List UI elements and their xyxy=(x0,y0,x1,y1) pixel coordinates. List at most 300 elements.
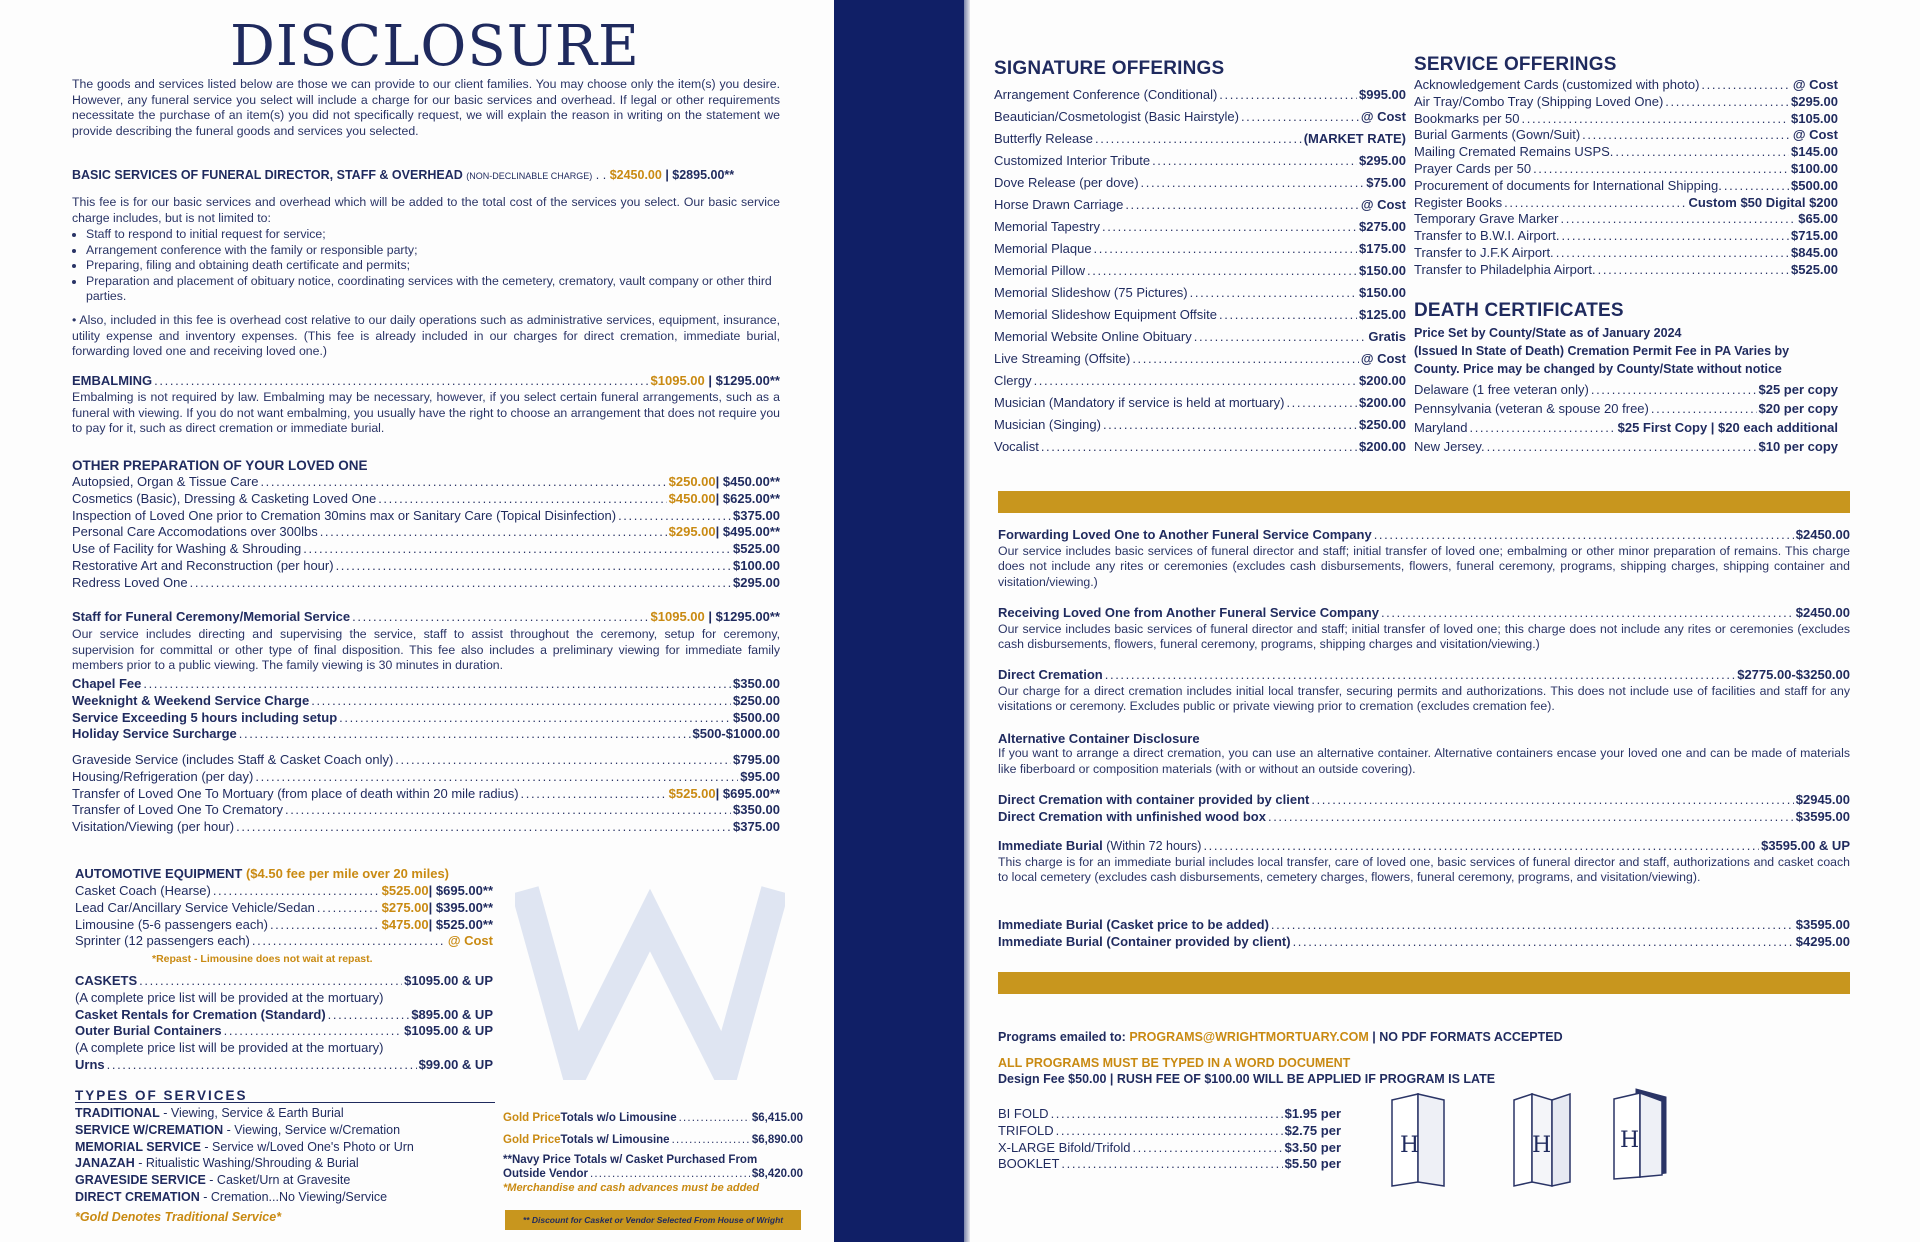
item-label: Acknowledgement Cards (customized with photo) xyxy=(1414,77,1700,92)
price-row xyxy=(72,693,780,710)
price-row xyxy=(72,541,780,558)
service-type-desc: - Ritualistic Washing/Shrouding & Burial xyxy=(134,1156,359,1171)
outer-label: Outer Burial Containers xyxy=(75,1023,222,1039)
item-price: $175.00 xyxy=(1359,241,1406,256)
item-label: Pennsylvania (veteran & spouse 20 free) xyxy=(1414,401,1649,416)
intro-text: The goods and services listed below are those we can provide to our client families. You may choose only the item(s) you desire. However, any funeral service you select will include a charge for our basic services and overhead. If legal or other requirements necessitate the purchase of an item(s) you did not specifically request, we will explain the reason in writing on the statement we provide describing the funeral goods and services you selected. xyxy=(72,77,780,138)
death-cert-heading: DEATH CERTIFICATES xyxy=(1414,300,1624,321)
service-type-desc: - Cremation...No Viewing/Service xyxy=(199,1189,388,1204)
left-page xyxy=(0,0,834,1242)
price-row xyxy=(75,883,493,900)
service-type-name: DIRECT CREMATION xyxy=(75,1189,200,1204)
item-price: $200.00 xyxy=(1359,395,1406,410)
item-label: New Jersey. xyxy=(1414,439,1485,454)
page-title: DISCLOSURE xyxy=(230,14,640,79)
item-price: $95.00 xyxy=(740,768,780,784)
item-label: Service Exceeding 5 hours including setup xyxy=(72,709,338,725)
item-label: Housing/Refrigeration (per day) xyxy=(72,768,254,784)
item-label: Memorial Slideshow Equipment Offsite xyxy=(994,307,1218,322)
item-gold-price: $450.00 xyxy=(668,490,716,506)
item-price: $295.00 xyxy=(733,574,780,590)
signature-row xyxy=(994,370,1406,392)
item-price: $250.00 xyxy=(733,692,780,708)
totals-list xyxy=(503,1107,803,1151)
total-val: $6,415.00 xyxy=(751,1112,803,1124)
dcc-label: Direct Cremation with container provided by client xyxy=(998,792,1310,807)
service-type xyxy=(75,1172,515,1189)
item-label: Cosmetics (Basic), Dressing & Casketing Loved One xyxy=(72,490,377,506)
item-price: (MARKET RATE) xyxy=(1303,131,1406,146)
service-row xyxy=(1414,195,1838,212)
fwd-val: $2450.00 xyxy=(1795,527,1850,542)
caskets-val: $1095.00 & UP xyxy=(404,973,493,988)
staff-label: Staff for Funeral Ceremony/Memorial Service xyxy=(72,609,351,624)
basic-bullet: • Preparing, filing and obtaining death certificate and permits; xyxy=(86,258,780,274)
programs-email-row xyxy=(998,1030,1850,1044)
item-label: Delaware (1 free veteran only) xyxy=(1414,382,1589,397)
item-price: $2.75 per xyxy=(1284,1122,1341,1138)
item-label: Beautician/Cosmetologist (Basic Hairstyle) xyxy=(994,109,1239,124)
ib2-label: Immediate Burial (Casket price to be added) xyxy=(998,917,1269,932)
service-type xyxy=(75,1189,515,1206)
price-row xyxy=(72,474,780,491)
item-label: Transfer of Loved One To Mortuary (from place of death within 20 mile radius) xyxy=(72,785,519,801)
ib-note: (Within 72 hours) xyxy=(1106,839,1202,853)
death-cert-list xyxy=(1414,380,1838,456)
death-cert-row xyxy=(1414,418,1838,437)
death-cert-row xyxy=(1414,437,1838,456)
service-type-name: MEMORIAL SERVICE xyxy=(75,1139,201,1154)
svg-text:H: H xyxy=(1620,1128,1640,1153)
service-type xyxy=(75,1155,515,1172)
discount-banner: ** Discount for Casket or Vendor Selected From House of Wright xyxy=(505,1210,801,1230)
signature-row xyxy=(994,128,1406,150)
basic-services-also: • Also, included in this fee is overhead cost relative to our daily operations such as administrative services, equipment, insurance, utility expense and inventory expenses. (This fee is already included in our charges for direct cremation, immediate burial, forwarding loved one and receiving loved one.) xyxy=(72,313,780,359)
basic-services-gold: $2450.00 xyxy=(609,168,662,182)
dc-note-3: County. Price may be changed by County/State without notice xyxy=(1414,362,1782,376)
ib3-val: $4295.00 xyxy=(1795,933,1850,949)
total-row xyxy=(503,1129,803,1151)
item-price: $105.00 xyxy=(1791,110,1838,126)
item-price: | $695.00** xyxy=(428,883,493,898)
rental-label: Casket Rentals for Cremation (Standard) xyxy=(75,1006,326,1022)
programs-fee-note: Design Fee $50.00 | RUSH FEE OF $100.00 WILL BE APPLIED IF PROGRAM IS LATE xyxy=(998,1072,1496,1086)
immediate-burial-options xyxy=(998,917,1850,951)
service-type-name: SERVICE W/CREMATION xyxy=(75,1122,224,1137)
item-label: Graveside Service (includes Staff & Casket Coach only) xyxy=(72,752,394,767)
basic-services-navy: | $2895.00** xyxy=(665,168,735,182)
service-type xyxy=(75,1139,515,1156)
item-label: X-LARGE Bifold/Trifold xyxy=(998,1139,1131,1155)
signature-row xyxy=(994,106,1406,128)
direct-cremation-block xyxy=(998,667,1850,715)
item-price: $795.00 xyxy=(733,752,780,767)
service-type xyxy=(75,1122,515,1139)
item-price: $500-$1000.00 xyxy=(692,726,780,742)
auto-heading-row xyxy=(75,866,495,881)
item-gold-price: $475.00 xyxy=(381,916,429,932)
fwd-desc: Our service includes basic services of funeral director and staff; initial transfer of loved one; embalming or other minor preparation of remains. This charge does not include any rites or ceremonies (excludes cash disbursements, flowers, funeral ceremony, programs, shipping charges, shipping container and visitation/viewing.) xyxy=(998,543,1850,589)
item-label: Arrangement Conference (Conditional) xyxy=(994,87,1218,102)
item-price: $100.00 xyxy=(733,557,780,573)
item-price: $150.00 xyxy=(1359,263,1406,278)
service-row xyxy=(1414,111,1838,128)
rcv-label: Receiving Loved One from Another Funeral Service Company xyxy=(998,605,1379,620)
item-label: Memorial Website Online Obituary xyxy=(994,329,1192,344)
immediate-burial-block xyxy=(998,838,1850,886)
caskets-label: CASKETS xyxy=(75,973,138,988)
embalming-label: EMBALMING xyxy=(72,373,153,388)
auto-items xyxy=(75,883,493,950)
service-type-desc: - Service w/Loved One's Photo or Urn xyxy=(200,1139,414,1154)
item-price: $20 per copy xyxy=(1758,401,1838,416)
service-row xyxy=(1414,211,1838,228)
types-heading: TYPES OF SERVICES xyxy=(75,1088,248,1103)
item-label: Clergy xyxy=(994,373,1032,388)
item-price: $350.00 xyxy=(733,802,780,818)
ib-desc: This charge is for an immediate burial includes local transfer, care of loved one, basic services of funeral director and staff, authorizations and casket coach to local cemetery (excludes cash disbursements, cemetery charges, flowers, funeral ceremony, programs, and visitation/viewing). xyxy=(998,854,1850,885)
item-label: Sprinter (12 passengers each) xyxy=(75,933,250,949)
signature-row xyxy=(994,150,1406,172)
item-label: Chapel Fee xyxy=(72,676,142,691)
item-label: Weeknight & Weekend Service Charge xyxy=(72,692,310,708)
signature-row xyxy=(994,282,1406,304)
staff-items xyxy=(72,676,780,743)
item-price: $10 per copy xyxy=(1758,439,1838,454)
basic-services-bullets xyxy=(72,227,780,305)
embalming-navy: | $1295.00** xyxy=(708,373,780,388)
alt-heading: Alternative Container Disclosure xyxy=(998,731,1200,746)
item-price: Gratis xyxy=(1368,329,1406,344)
item-price: $200.00 xyxy=(1359,373,1406,388)
item-label: Personal Care Accomodations over 300lbs xyxy=(72,524,318,540)
service-row xyxy=(1414,127,1838,144)
auto-heading: AUTOMOTIVE EQUIPMENT xyxy=(75,866,243,881)
program-row xyxy=(998,1156,1341,1173)
price-row xyxy=(75,917,493,934)
booklet-icon xyxy=(1610,1085,1670,1181)
item-price: $500.00 xyxy=(733,709,780,725)
signature-row xyxy=(994,414,1406,436)
staff-desc: Our service includes directing and supervising the service, staff to assist throughout the ceremony, setup for ceremony, supervision for committal or other type of final disposition. This fee also includes a preliminary viewing for immediate family members prior to a public viewing. The family viewing is 30 minutes in duration. xyxy=(72,627,780,673)
trifold-icon xyxy=(1510,1088,1574,1188)
dc-note-2: (Issued In State of Death) Cremation Permit Fee in PA Varies by xyxy=(1414,344,1790,358)
dcw-val: $3595.00 xyxy=(1795,808,1850,824)
programs-email: PROGRAMS@WRIGHTMORTUARY.COM xyxy=(1129,1030,1369,1044)
item-label: Horse Drawn Carriage xyxy=(994,197,1124,212)
misc-items xyxy=(72,752,780,836)
item-label: Air Tray/Combo Tray (Shipping Loved One) xyxy=(1414,93,1664,109)
forwarding-block xyxy=(998,527,1850,591)
signature-row xyxy=(994,348,1406,370)
price-row xyxy=(72,575,780,592)
item-price: | $525.00** xyxy=(428,916,493,932)
item-price: $375.00 xyxy=(733,819,780,835)
item-price: $150.00 xyxy=(1359,285,1406,300)
service-row xyxy=(1414,178,1838,195)
rental-val: $895.00 & UP xyxy=(411,1006,493,1022)
price-row xyxy=(75,900,493,917)
item-label: Lead Car/Ancillary Service Vehicle/Sedan xyxy=(75,899,315,915)
price-row xyxy=(72,491,780,508)
alt-desc: If you want to arrange a direct cremation, you can use an alternative container. Alternative containers encase your loved one and can be made of materials like fiberboard or composition materials (with or without an outside covering). xyxy=(998,746,1850,776)
fwd-label: Forwarding Loved One to Another Funeral Service Company xyxy=(998,527,1372,542)
staff-row xyxy=(72,609,780,626)
item-gold-price: $295.00 xyxy=(668,524,716,540)
item-label: Limousine (5-6 passengers each) xyxy=(75,916,268,932)
item-price: | $695.00** xyxy=(715,785,780,801)
price-row xyxy=(75,933,493,950)
outer-val: $1095.00 & UP xyxy=(404,1023,493,1039)
repast-note: *Repast - Limousine does not wait at repast. xyxy=(152,953,373,965)
service-heading: SERVICE OFFERINGS xyxy=(1414,54,1617,75)
item-price: $5.50 per xyxy=(1284,1156,1341,1172)
service-row xyxy=(1414,77,1838,94)
item-label: Musician (Mandatory if service is held at mortuary) xyxy=(994,395,1285,410)
caskets-note: (A complete price list will be provided at the mortuary) xyxy=(75,989,384,1005)
outer-note: (A complete price list will be provided at the mortuary) xyxy=(75,1040,384,1056)
service-type-name: GRAVESIDE SERVICE xyxy=(75,1173,206,1188)
item-label: Redress Loved One xyxy=(72,574,188,590)
item-price: Custom $50 Digital $200 xyxy=(1688,194,1838,210)
item-label: Memorial Pillow xyxy=(994,263,1086,278)
gold-divider-bar-1 xyxy=(998,491,1850,513)
service-type-desc: - Casket/Urn at Gravesite xyxy=(205,1173,351,1188)
item-price: @ Cost xyxy=(1792,127,1838,143)
item-price: | $395.00** xyxy=(428,899,493,915)
service-row xyxy=(1414,144,1838,161)
item-price: @ Cost xyxy=(1360,197,1406,212)
item-price: $1.95 per xyxy=(1284,1106,1341,1121)
item-price: $75.00 xyxy=(1366,175,1406,190)
item-label: Inspection of Loved One prior to Cremation 30mins max or Sanitary Care (Topical Disinfection) xyxy=(72,507,617,523)
staff-navy: | $1295.00** xyxy=(708,609,780,624)
dcw-label: Direct Cremation with unfinished wood box xyxy=(998,808,1266,824)
signature-row xyxy=(994,172,1406,194)
price-row xyxy=(72,726,780,743)
service-type-desc: - Viewing, Service w/Cremation xyxy=(223,1122,401,1137)
types-divider xyxy=(75,1102,495,1103)
program-row xyxy=(998,1140,1341,1157)
urns-label: Urns xyxy=(75,1056,105,1072)
item-label: Dove Release (per dove) xyxy=(994,175,1139,190)
item-label: TRIFOLD xyxy=(998,1122,1054,1138)
price-row xyxy=(72,819,780,836)
basic-bullet: • Arrangement conference with the family or responsible party; xyxy=(86,243,780,259)
item-gold-price: @ Cost xyxy=(447,933,493,949)
service-type-name: JANAZAH xyxy=(75,1156,135,1171)
service-row xyxy=(1414,245,1838,262)
svg-text:H: H xyxy=(1400,1133,1420,1158)
right-page xyxy=(970,0,1920,1242)
item-price: $375.00 xyxy=(733,507,780,523)
basic-services-row: BASIC SERVICES OF FUNERAL DIRECTOR, STAFF & OVERHEAD (NON-DECLINABLE CHARGE) . . $2450.00 | $2895.00** xyxy=(72,168,735,182)
price-row xyxy=(72,524,780,541)
direct-cremation-options xyxy=(998,792,1850,826)
basic-services-desc: This fee is for our basic services and overhead which will be added to the total cost of the services you select. Our basic service charge includes, but is not limited to: xyxy=(72,195,780,225)
item-label: Restorative Art and Reconstruction (per hour) xyxy=(72,557,334,573)
receiving-block xyxy=(998,605,1850,653)
rcv-val: $2450.00 xyxy=(1795,605,1850,620)
item-gold-price: $275.00 xyxy=(381,899,429,915)
item-gold-price: $525.00 xyxy=(668,785,716,801)
signature-row xyxy=(994,304,1406,326)
item-label: BOOKLET xyxy=(998,1156,1060,1172)
ib-val: $3595.00 & UP xyxy=(1761,838,1850,853)
embalming-desc: Embalming is not required by law. Embalming may be necessary, however, if you select certain funeral arrangements, such as a funeral with viewing. If you do not want embalming, you usually have the right to choose an arrangement that does not require you to pay for it, such as direct cremation or immediate burial. xyxy=(72,390,780,436)
ib-label: Immediate Burial xyxy=(998,838,1103,853)
service-row xyxy=(1414,228,1838,245)
price-row xyxy=(72,508,780,525)
service-type xyxy=(75,1105,515,1122)
item-label: Bookmarks per 50 xyxy=(1414,110,1520,126)
item-price: | $625.00** xyxy=(715,490,780,506)
item-label: Memorial Tapestry xyxy=(994,219,1100,234)
types-list xyxy=(75,1105,515,1206)
service-list xyxy=(1414,77,1838,279)
dc-note-1: Price Set by County/State as of January 2024 xyxy=(1414,326,1682,340)
item-label: Burial Garments (Gown/Suit) xyxy=(1414,127,1581,143)
item-label: Vocalist xyxy=(994,439,1039,454)
urns-val: $99.00 & UP xyxy=(418,1056,493,1072)
item-label: Mailing Cremated Remains USPS. xyxy=(1414,144,1614,160)
item-price: $25 First Copy | $20 each additional xyxy=(1617,420,1838,435)
logo-watermark xyxy=(515,880,785,1080)
bifold-icon xyxy=(1386,1090,1448,1188)
signature-row xyxy=(994,84,1406,106)
signature-row xyxy=(994,326,1406,348)
price-row xyxy=(72,710,780,727)
item-label: Live Streaming (Offsite) xyxy=(994,351,1131,366)
service-row xyxy=(1414,94,1838,111)
item-label: Casket Coach (Hearse) xyxy=(75,883,211,898)
item-price: $125.00 xyxy=(1359,307,1406,322)
dcc-val: $2945.00 xyxy=(1795,792,1850,807)
signature-row xyxy=(994,260,1406,282)
price-row xyxy=(72,786,780,803)
death-cert-notes xyxy=(1414,324,1838,378)
item-label: Memorial Slideshow (75 Pictures) xyxy=(994,285,1188,300)
item-label: Transfer to J.F.K Airport. xyxy=(1414,244,1554,260)
signature-row xyxy=(994,194,1406,216)
item-price: $295.00 xyxy=(1791,93,1838,109)
death-cert-row xyxy=(1414,380,1838,399)
item-price: $145.00 xyxy=(1791,144,1838,160)
item-price: @ Cost xyxy=(1792,77,1838,92)
dcr-label: Direct Cremation xyxy=(998,667,1103,682)
signature-row xyxy=(994,238,1406,260)
item-price: $100.00 xyxy=(1791,160,1838,176)
service-row xyxy=(1414,161,1838,178)
item-label: Maryland xyxy=(1414,420,1468,435)
signature-row xyxy=(994,216,1406,238)
item-label: Transfer to B.W.I. Airport. xyxy=(1414,228,1560,244)
total-label: Totals w/ Limousine xyxy=(560,1134,670,1146)
item-price: $845.00 xyxy=(1791,244,1838,260)
signature-list xyxy=(994,84,1406,458)
item-price: $350.00 xyxy=(733,676,780,691)
embalming-gold: $1095.00 xyxy=(650,373,705,388)
other-prep-heading: OTHER PREPARATION OF YOUR LOVED ONE xyxy=(72,458,368,473)
dcr-val: $2775.00-$3250.00 xyxy=(1737,667,1850,682)
basic-services-label: BASIC SERVICES OF FUNERAL DIRECTOR, STAFF & OVERHEAD xyxy=(72,168,463,182)
item-label: Autopsied, Organ & Tissue Care xyxy=(72,474,259,489)
item-gold-price: $250.00 xyxy=(668,474,716,489)
item-label: Procurement of documents for International Shipping. xyxy=(1414,177,1722,193)
item-price: $25 per copy xyxy=(1758,382,1838,397)
item-price: $525.00 xyxy=(1791,261,1838,277)
item-price: $500.00 xyxy=(1791,177,1838,193)
item-price: $250.00 xyxy=(1359,417,1406,432)
program-row xyxy=(998,1106,1341,1123)
caskets-block xyxy=(75,973,493,1074)
item-label: Musician (Singing) xyxy=(994,417,1101,432)
service-type-desc: - Viewing, Service & Earth Burial xyxy=(159,1106,344,1120)
total-row xyxy=(503,1107,803,1129)
programs-list xyxy=(998,1106,1341,1173)
ib3-label: Immediate Burial (Container provided by client) xyxy=(998,933,1291,949)
item-price: @ Cost xyxy=(1360,351,1406,366)
navy-total-label1: **Navy Price Totals w/ Casket Purchased From xyxy=(503,1154,758,1166)
signature-row xyxy=(994,436,1406,458)
total-prefix: Gold Price xyxy=(503,1112,561,1124)
item-label: BI FOLD xyxy=(998,1106,1049,1121)
service-type-name: TRADITIONAL xyxy=(75,1106,160,1120)
price-row xyxy=(72,769,780,786)
total-prefix: Gold Price xyxy=(503,1134,561,1146)
ib2-val: $3595.00 xyxy=(1795,917,1850,932)
price-row xyxy=(72,676,780,693)
program-row xyxy=(998,1123,1341,1140)
item-label: Transfer of Loved One To Crematory xyxy=(72,802,283,818)
item-label: Visitation/Viewing (per hour) xyxy=(72,819,235,835)
death-cert-row xyxy=(1414,399,1838,418)
navy-total-val: $8,420.00 xyxy=(751,1168,803,1180)
gold-divider-bar-2 xyxy=(998,972,1850,994)
programs-nopdf: | NO PDF FORMATS ACCEPTED xyxy=(1372,1030,1563,1044)
item-price: $3.50 per xyxy=(1284,1139,1341,1155)
svg-text:H: H xyxy=(1532,1133,1552,1158)
signature-row xyxy=(994,392,1406,414)
navy-total-label2: Outside Vendor xyxy=(503,1168,588,1180)
navy-total xyxy=(503,1153,803,1195)
gold-denotes-note: *Gold Denotes Traditional Service* xyxy=(75,1210,282,1224)
programs-label: Programs emailed to: xyxy=(998,1030,1126,1044)
alt-container-block xyxy=(998,731,1850,777)
embalming-row xyxy=(72,373,780,390)
signature-heading: SIGNATURE OFFERINGS xyxy=(994,58,1225,79)
item-label: Memorial Plaque xyxy=(994,241,1092,256)
item-price: $525.00 xyxy=(733,541,780,557)
auto-note: ($4.50 fee per mile over 20 miles) xyxy=(245,866,450,881)
basic-bullet: • Staff to respond to initial request for service; xyxy=(86,227,780,243)
merch-note: *Merchandise and cash advances must be added xyxy=(503,1182,760,1194)
item-label: Butterfly Release xyxy=(994,131,1093,146)
item-label: Holiday Service Surcharge xyxy=(72,726,237,742)
item-price: $65.00 xyxy=(1798,211,1838,227)
item-price: | $450.00** xyxy=(715,474,780,489)
basic-services-note: (NON-DECLINABLE CHARGE) xyxy=(466,171,593,181)
item-price: $995.00 xyxy=(1359,87,1406,102)
item-label: Prayer Cards per 50 xyxy=(1414,160,1532,176)
item-label: Use of Facility for Washing & Shrouding xyxy=(72,541,302,557)
service-row xyxy=(1414,262,1838,279)
item-label: Customized Interior Tribute xyxy=(994,153,1151,168)
staff-gold: $1095.00 xyxy=(650,609,705,624)
item-label: Register Books xyxy=(1414,194,1503,210)
item-label: Temporary Grave Marker xyxy=(1414,211,1559,227)
basic-bullet: • Preparation and placement of obituary notice, coordinating services with the cemetery, crematory, vault company or other third parties. xyxy=(86,274,780,305)
